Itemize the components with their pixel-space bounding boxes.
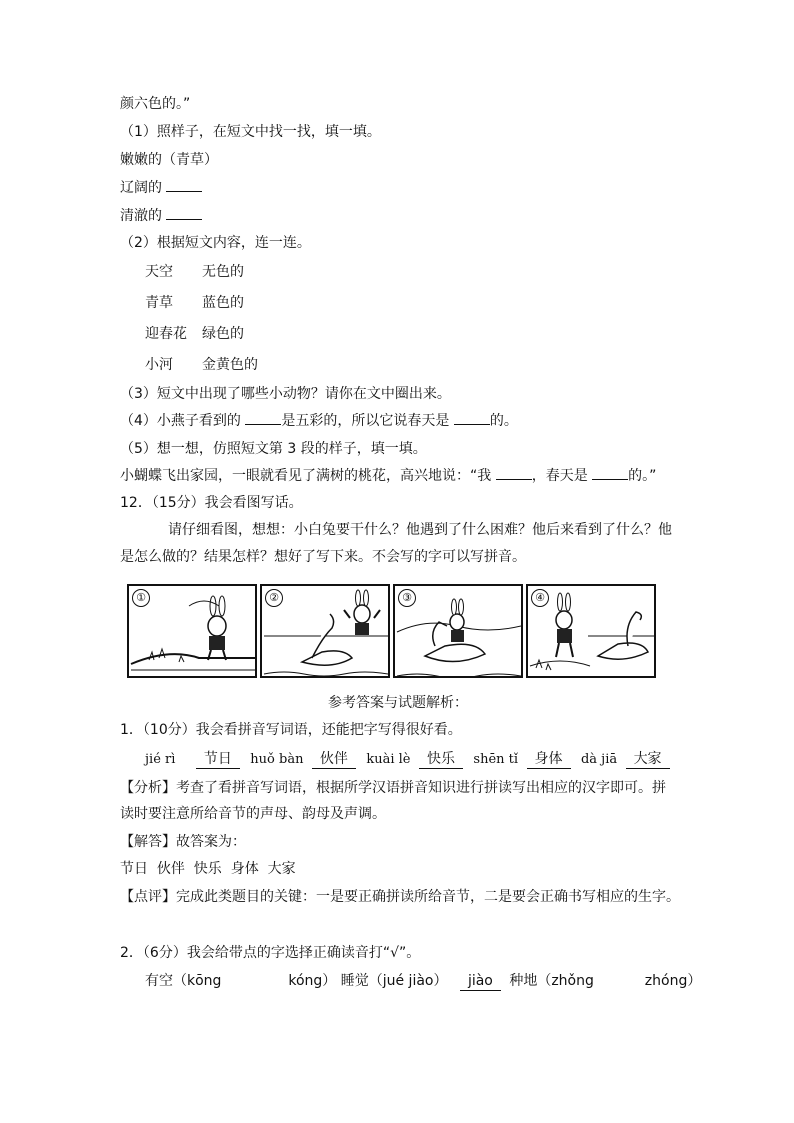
comment-text: 【点评】完成此类题目的关键：一是要正确拼读所给音节，二是要会正确书写相应的生字。 — [120, 889, 680, 905]
match-right-item: 无色的 — [202, 264, 244, 280]
pinyin: shēn tǐ — [473, 752, 519, 767]
pinyin: dà jiā — [580, 752, 618, 767]
fill-label: 清澈的 — [120, 208, 162, 224]
pinyin: huǒ bàn — [250, 752, 304, 767]
blank — [496, 479, 532, 480]
panel-number: ② — [265, 589, 283, 607]
reading-option: kóng） — [288, 973, 337, 989]
q5-text: 的。” — [628, 468, 657, 484]
panel-number: ① — [132, 589, 150, 607]
pinyin: jié rì — [145, 752, 176, 767]
solution-words: 节日 伙伴 快乐 身体 大家 — [120, 861, 296, 877]
reading-option: 睡觉（jué jiào） — [340, 973, 448, 989]
example-line: 嫩嫩的（青草） — [120, 152, 218, 168]
question-5-sentence — [120, 466, 656, 486]
question-12-desc: 是怎么做的？结果怎样？想好了写下来。不会写的字可以写拼音。 — [120, 549, 526, 565]
answer-1-title: 1．（10分）我会看拼音写词语，还能把字写得很好看。 — [120, 722, 462, 738]
blank — [592, 479, 628, 480]
answer-word: 身体 — [527, 750, 571, 769]
answer-word: jiào — [460, 972, 501, 991]
question-4 — [120, 411, 518, 431]
question-1: （1）照样子，在短文中找一找，填一填。 — [120, 124, 381, 140]
reading-option: zhóng） — [644, 973, 702, 989]
answer-2-title: 2．（6分）我会给带点的字选择正确读音打“√”。 — [120, 945, 421, 961]
question-2: （2）根据短文内容，连一连。 — [120, 235, 311, 251]
match-right-item: 绿色的 — [202, 326, 244, 342]
analysis-text: 【分析】考查了看拼音写词语，根据所学汉语拼音知识进行拼读写出相应的汉字即可。拼 — [120, 780, 666, 796]
q5-text: ，春天是 — [531, 468, 588, 484]
fill-line-2 — [120, 206, 202, 226]
pinyin-answer-row — [145, 749, 670, 770]
q4-text: （4）小燕子看到的 — [120, 413, 241, 429]
panel-number: ④ — [531, 589, 549, 607]
question-3: （3）短文中出现了哪些小动物？请你在文中圈出来。 — [120, 386, 451, 402]
answer-word: 节日 — [196, 750, 240, 769]
question-12: 12．（15分）我会看图写话。 — [120, 495, 303, 511]
answer-word: 大家 — [626, 750, 670, 769]
reading-option: 有空（kōng — [145, 973, 222, 989]
q4-text: 的。 — [489, 413, 518, 429]
fill-label: 辽阔的 — [120, 180, 162, 196]
blank — [454, 424, 490, 425]
comic-panel-1 — [127, 584, 257, 678]
answer-word: 快乐 — [419, 750, 463, 769]
match-right-item: 金黄色的 — [202, 357, 258, 373]
pinyin: kuài lè — [366, 752, 411, 767]
comic-panel-4 — [526, 584, 656, 678]
question-12-desc: 请仔细看图，想想：小白兔要干什么？他遇到了什么困难？他后来看到了什么？他 — [168, 522, 672, 538]
reading-option: 种地（zhǒng — [509, 973, 594, 989]
picture-sequence — [127, 578, 647, 680]
match-right-item: 蓝色的 — [202, 295, 244, 311]
match-left-item: 天空 — [145, 264, 173, 280]
blank — [166, 219, 202, 220]
blank — [245, 424, 281, 425]
fill-line-1 — [120, 178, 202, 198]
match-left-item: 青草 — [145, 295, 173, 311]
q5-text: 小蝴蝶飞出家园，一眼就看见了满树的桃花，高兴地说：“我 — [120, 468, 492, 484]
answers-heading: 参考答案与试题解析： — [328, 695, 468, 711]
comic-panel-2 — [260, 584, 390, 678]
solution-label: 【解答】故答案为： — [120, 834, 246, 850]
text-line: 颜六色的。” — [120, 96, 191, 112]
blank — [166, 191, 202, 192]
q4-text: 是五彩的，所以它说春天是 — [281, 413, 450, 429]
panel-number: ③ — [398, 589, 416, 607]
question-5: （5）想一想，仿照短文第 3 段的样子，填一填。 — [120, 441, 427, 457]
reading-choice-row — [145, 971, 701, 991]
analysis-text: 读时要注意所给音节的声母、韵母及声调。 — [120, 806, 386, 822]
match-left-item: 小河 — [145, 357, 173, 373]
answer-word: 伙伴 — [312, 750, 356, 769]
match-left-item: 迎春花 — [145, 326, 187, 342]
comic-panel-3 — [393, 584, 523, 678]
